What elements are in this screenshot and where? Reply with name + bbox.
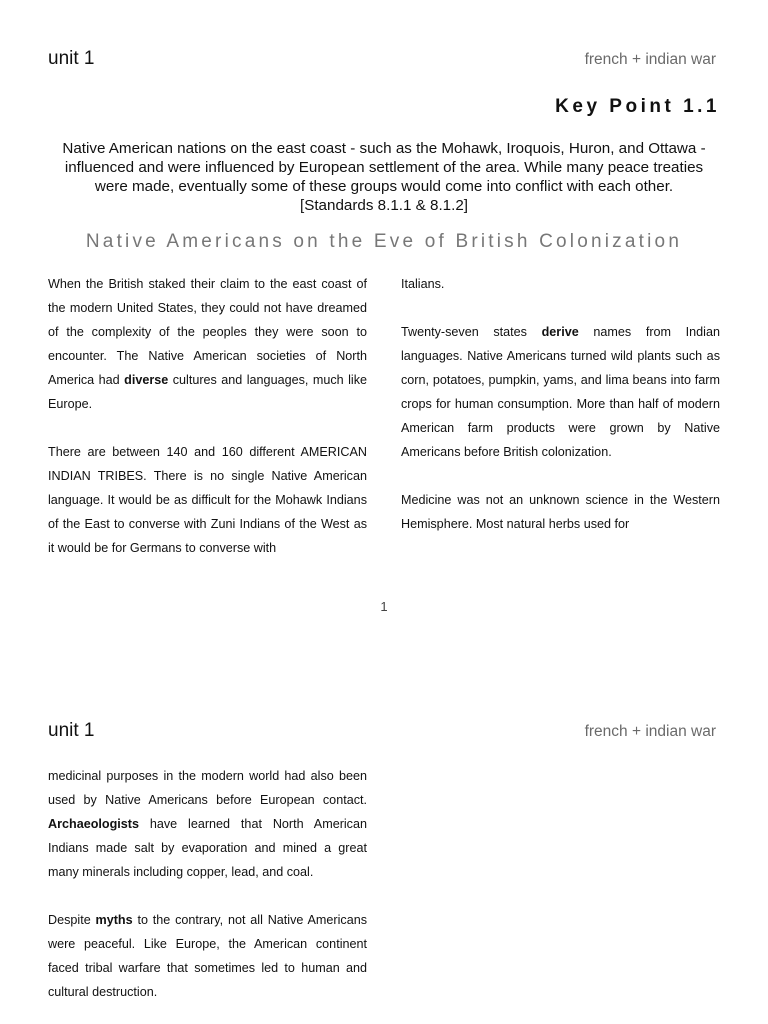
key-point-title: Key Point 1.1 (555, 96, 720, 117)
bold-term: Archaeologists (48, 817, 139, 831)
body-column-right (401, 272, 720, 536)
bold-term: derive (541, 325, 579, 339)
topic-label: french + indian war (584, 51, 716, 68)
paragraph: Italians. (401, 277, 445, 291)
paragraph-text: When the British staked their claim to the east coast of the modern United States, they could not have dreamed of the complexity of the peoples they were soon to encounter. The Native American societies of North America had (48, 277, 367, 387)
paragraph: There are between 140 and 160 different AMERICAN INDIAN TRIBES. There is no single Native American language. It would be as difficult for the Mohawk Indians of the East to converse with Zuni Indians of the West as it would be for Germans to converse with (48, 445, 367, 555)
paragraph (48, 272, 367, 416)
paragraph (48, 908, 367, 1004)
bold-term: diverse (124, 373, 169, 387)
page-number: 1 (380, 599, 388, 614)
paragraph-text: to the contrary, not all Native Americans were peaceful. Like Europe, the American continent faced tribal warfare that sometimes led to human and cultural destruction. (48, 913, 368, 999)
key-point-summary: Native American nations on the east coast - such as the Mohawk, Iroquois, Huron, and Ottawa - influenced and were influenced by European settlement of the area. While many peace treaties were made, eventually some of these groups would come into conflict with each other. [Standards 8.1.1 & 8.1.2] (62, 140, 706, 214)
paragraph-text: Despite (48, 913, 96, 927)
body-column-left (48, 764, 367, 1004)
paragraph-text: names from Indian languages. Native Americans turned wild plants such as corn, potatoes, pumpkin, yams, and lima beans into farm crops for human consumption. More than half of modern American farm products were grown by Native Americans before British colonization. (401, 325, 720, 459)
topic-label: french + indian war (584, 723, 716, 740)
paragraph-text: medicinal purposes in the modern world had also been used by Native Americans before European contact. (48, 769, 367, 807)
page-2 (0, 672, 768, 1024)
unit-label: unit 1 (48, 48, 95, 69)
paragraph-text: have learned that North American Indians made salt by evaporation and mined a great many minerals including copper, lead, and coal. (48, 817, 367, 879)
paragraph: Medicine was not an unknown science in the Western Hemisphere. Most natural herbs used for (401, 493, 720, 531)
body-column-left (48, 272, 367, 560)
paragraph-text: cultures and languages, much like Europe. (48, 373, 368, 411)
unit-label: unit 1 (48, 720, 95, 741)
paragraph (401, 320, 720, 464)
paragraph (48, 764, 367, 884)
section-title: Native Americans on the Eve of British Colonization (85, 231, 683, 252)
paragraph-text: Twenty-seven states (401, 325, 542, 339)
bold-term: myths (95, 913, 133, 927)
